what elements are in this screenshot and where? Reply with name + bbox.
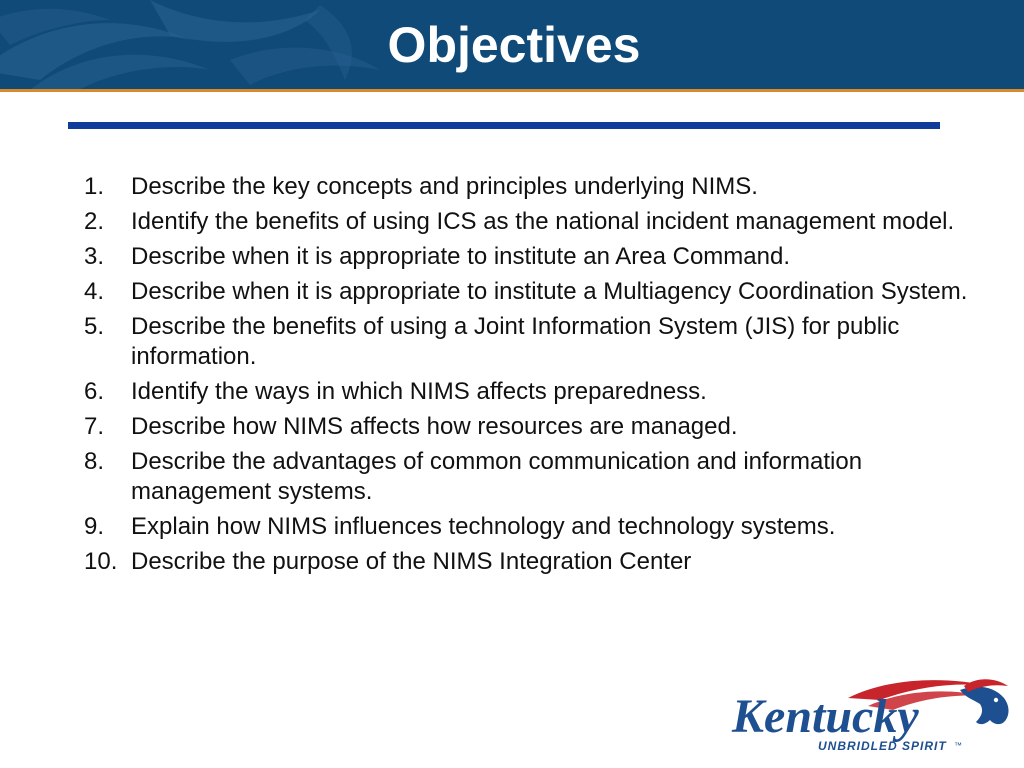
list-item-number: 8. (84, 448, 105, 475)
list-item-number: 5. (84, 313, 105, 340)
logo-trademark: ™ (954, 741, 962, 750)
list-item-text: Describe the key concepts and principles underlying NIMS. (131, 173, 758, 200)
list-item-text: Describe the benefits of using a Joint Information System (JIS) for public information. (131, 313, 900, 370)
list-item (84, 312, 1004, 372)
list-item-number: 3. (84, 243, 105, 270)
list-item-text: Describe the advantages of common communication and information management systems. (131, 448, 863, 505)
title-underline (68, 122, 940, 129)
list-item-text: Identify the ways in which NIMS affects preparedness. (131, 378, 707, 405)
list-item-number: 7. (84, 413, 105, 440)
list-item-number: 6. (84, 378, 105, 405)
logo-wordmark: Kentucky (732, 690, 919, 743)
list-item-text: Describe the purpose of the NIMS Integration Center (131, 548, 692, 575)
list-item (84, 512, 1004, 542)
slide-title: Objectives (387, 17, 641, 73)
logo-tagline: UNBRIDLED SPIRIT (818, 739, 947, 753)
list-item (84, 242, 1004, 272)
objectives-list (84, 172, 1004, 582)
list-item (84, 377, 1004, 407)
list-item-number: 2. (84, 208, 105, 235)
list-item-number: 1. (84, 173, 105, 200)
list-item (84, 172, 1004, 202)
header-accent-rule (0, 89, 1024, 92)
horse-head-icon (960, 679, 1009, 724)
list-item-text: Describe when it is appropriate to institute a Multiagency Coordination System. (131, 278, 968, 305)
list-item-number: 9. (84, 513, 105, 540)
list-item-text: Explain how NIMS influences technology and technology systems. (131, 513, 836, 540)
list-item-number: 10. (84, 548, 118, 575)
list-item (84, 547, 1004, 577)
list-item (84, 277, 1004, 307)
list-item-text: Describe when it is appropriate to institute an Area Command. (131, 243, 791, 270)
list-item (84, 447, 1004, 507)
list-item (84, 207, 1004, 237)
kentucky-logo (728, 676, 1014, 756)
list-item (84, 412, 1004, 442)
list-item-text: Identify the benefits of using ICS as the national incident management model. (131, 208, 955, 235)
list-item-number: 4. (84, 278, 105, 305)
list-item-text: Describe how NIMS affects how resources are managed. (131, 413, 738, 440)
